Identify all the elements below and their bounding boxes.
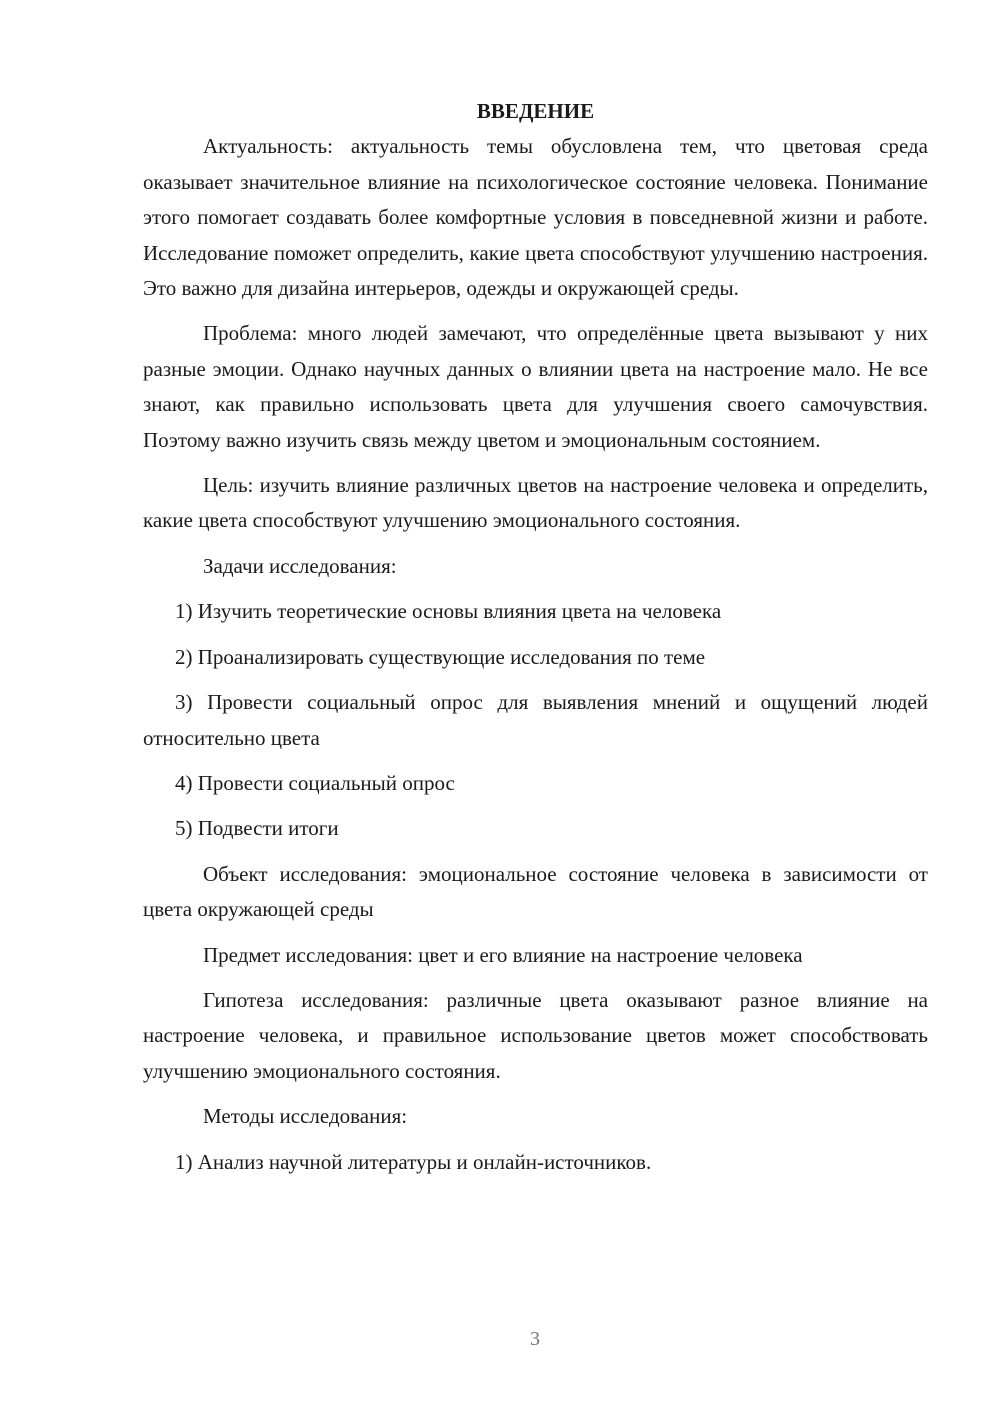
methods-heading: Методы исследования: [203,1104,408,1129]
task-item: 5) Подвести итоги [175,816,339,841]
task-item: 1) Изучить теоретические основы влияния цвета на человека [175,599,722,624]
page-number: 3 [530,1328,540,1350]
paragraph-problem: Проблема: много людей замечают, что определённые цвета вызывают у них разные эмоции. Однако научных данных о влиянии цвета на настроение мало. Не все знают, как правильно использовать цвета для улучшения своего самочувствия. Поэтому важно изучить связь между цветом и эмоциональным состоянием. [143,321,928,452]
paragraph-subject: Предмет исследования: цвет и его влияние на настроение человека [203,942,803,967]
paragraph-goal: Цель: изучить влияние различных цветов на настроение человека и определить, какие цвета способствуют улучшению эмоционального состояния. [143,473,928,533]
task-item: 3) Провести социальный опрос для выявления мнений и ощущений людей относительно цвета [143,690,928,750]
document-page [143,94,928,1190]
section-title: ВВЕДЕНИЕ [476,99,595,123]
tasks-heading: Задачи исследования: [203,553,397,578]
paragraph-relevance: Актуальность: актуальность темы обусловлена тем, что цветовая среда оказывает значительное влияние на психологическое состояние человека. Понимание этого помогает создавать более комфортные условия в повседневной жизни и работе. Исследование поможет определить, какие цвета способствуют улучшению настроения. Это важно для дизайна интерьеров, одежды и окружающей среды. [143,134,928,301]
method-item: 1) Анализ научной литературы и онлайн-источников. [175,1149,652,1174]
task-item: 4) Провести социальный опрос [175,770,455,795]
paragraph-object: Объект исследования: эмоциональное состояние человека в зависимости от цвета окружающей среды [143,861,928,922]
paragraph-hypothesis: Гипотеза исследования: различные цвета оказывают разное влияние на настроение человека, и правильное использование цветов может способствовать улучшению эмоционального состояния. [143,987,928,1083]
task-item: 2) Проанализировать существующие исследования по теме [175,644,706,669]
